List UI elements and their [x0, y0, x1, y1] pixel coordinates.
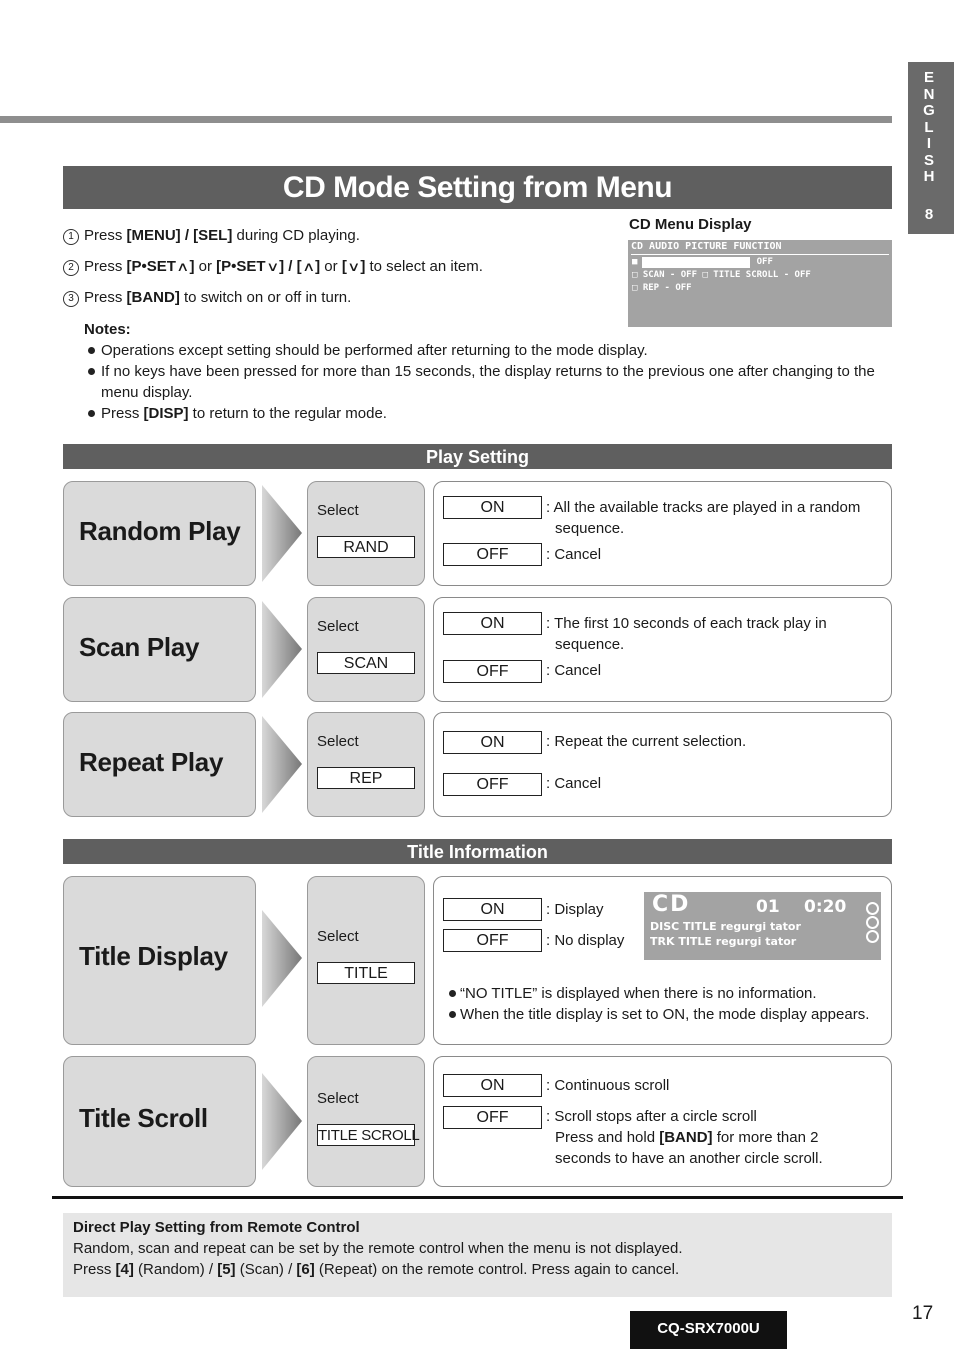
random-select-box	[307, 481, 425, 586]
screen-mode-text: CD	[652, 892, 691, 917]
off-option: OFF	[443, 543, 542, 566]
title-scroll-select-box	[307, 1056, 425, 1187]
repeat-play-box	[63, 712, 256, 817]
title-display-off-text: : No display	[546, 932, 625, 949]
screen-indicator-icon	[866, 902, 879, 915]
repeat-select-value: REP	[317, 767, 415, 789]
cd-menu-screen	[628, 240, 892, 327]
title-display-box	[63, 876, 256, 1045]
bullet-line	[447, 1004, 887, 1025]
off-option: OFF	[443, 773, 542, 796]
direct-text: (Random) /	[133, 1261, 218, 1278]
title-display-bullets	[447, 983, 887, 1025]
select-label: Select	[317, 928, 359, 945]
direct-key: [5]	[217, 1261, 236, 1278]
random-play-box	[63, 481, 256, 586]
up-chevron-icon: ∧	[301, 259, 316, 274]
screen-indicator-icon	[866, 916, 879, 929]
step-text: or	[194, 258, 217, 275]
scan-select-value: SCAN	[317, 652, 415, 674]
step-key: ]	[315, 258, 321, 275]
step-key: [	[341, 258, 347, 275]
direct-play-line-1: Random, scan and repeat can be set by the remote control when the menu is not displayed.	[73, 1240, 683, 1257]
page-number: 17	[912, 1303, 934, 1324]
desc-line: : The first 10 seconds of each track play in	[546, 615, 827, 632]
note-text-part: Press	[101, 405, 144, 422]
random-description	[433, 481, 892, 586]
notes-heading: Notes:	[84, 321, 131, 338]
bullet-icon	[88, 347, 95, 354]
repeat-on-text: : Repeat the current selection.	[546, 733, 747, 750]
on-option: ON	[443, 1074, 542, 1097]
title-scroll-box	[63, 1056, 256, 1187]
select-label: Select	[317, 1090, 359, 1107]
title-scroll-on-text: : Continuous scroll	[546, 1077, 670, 1094]
step-key: ]	[360, 258, 366, 275]
down-chevron-icon: ∨	[346, 259, 361, 274]
scan-description	[433, 597, 892, 702]
step-text: Press	[84, 289, 127, 306]
step-text: to switch on or off in turn.	[179, 289, 352, 306]
step-key: [BAND]	[126, 289, 180, 306]
step-key: [P•SET	[216, 258, 266, 275]
section-title-information: Title Information	[63, 839, 892, 864]
title-display-screen	[644, 892, 881, 960]
on-option: ON	[443, 731, 542, 754]
title-display-on-text: : Display	[546, 901, 604, 918]
step-key: [P•SET	[126, 258, 176, 275]
repeat-play-label: Repeat Play	[79, 747, 224, 777]
cd-menu-row-1: ■ RAND - OFF □ TITLE - OFF	[632, 257, 773, 267]
arrow-right-icon	[262, 601, 302, 698]
bullet-icon	[88, 410, 95, 417]
step-text: to select an item.	[365, 258, 483, 275]
step-key: [MENU] / [SEL]	[126, 227, 233, 244]
title-scroll-description	[433, 1056, 892, 1187]
arrow-right-icon	[262, 716, 302, 813]
screen-disc-title: DISC TITLE regurgi tator	[650, 920, 801, 933]
title-display-label: Title Display	[79, 941, 228, 971]
up-chevron-icon: ∧	[176, 259, 190, 274]
repeat-off-text: : Cancel	[546, 775, 602, 792]
direct-text: Press	[73, 1261, 116, 1278]
random-play-label: Random Play	[79, 516, 241, 546]
desc-line: : Scroll stops after a circle scroll	[546, 1108, 757, 1125]
title-display-select-value: TITLE	[317, 962, 415, 984]
note-2	[88, 361, 888, 403]
bullet-line	[447, 983, 887, 1004]
screen-time: 0:20	[804, 897, 847, 917]
note-1	[88, 340, 888, 361]
step-1	[63, 227, 360, 245]
arrow-right-icon	[262, 1073, 302, 1170]
direct-text: (Repeat) on the remote control. Press again to cancel.	[314, 1261, 680, 1278]
off-option: OFF	[443, 660, 542, 683]
note-text: If no keys have been pressed for more than 15 seconds, the display returns to the previous one after changing to the menu display.	[101, 363, 875, 401]
random-select-value: RAND	[317, 536, 415, 558]
repeat-select-box	[307, 712, 425, 817]
language-tab-letters: E N G L I S H	[923, 69, 935, 185]
cd-menu-label: CD Menu Display	[629, 216, 752, 233]
desc-key: [BAND]	[659, 1129, 713, 1146]
arrow-right-icon	[262, 485, 302, 582]
step-key: ]	[189, 258, 195, 275]
cd-menu-row-2: □ SCAN - OFF □ TITLE SCROLL - OFF	[632, 270, 811, 280]
page-title: CD Mode Setting from Menu	[63, 166, 892, 209]
off-option: OFF	[443, 929, 542, 952]
language-tab-page: 8	[924, 206, 934, 223]
scan-play-box	[63, 597, 256, 702]
scan-off-text: : Cancel	[546, 662, 602, 679]
desc-text: for more than 2	[712, 1129, 819, 1146]
bullet-text: “NO TITLE” is displayed when there is no information.	[460, 985, 817, 1002]
note-3	[88, 403, 888, 424]
note-text	[101, 403, 888, 424]
direct-play-box	[63, 1213, 892, 1297]
scan-on-text	[546, 613, 882, 655]
bullet-icon	[88, 368, 95, 375]
direct-key: [4]	[115, 1261, 134, 1278]
screen-track-title: TRK TITLE regurgi tator	[650, 935, 797, 948]
note-key: [DISP]	[143, 405, 189, 422]
step-text: during CD playing.	[232, 227, 360, 244]
direct-text: (Scan) /	[235, 1261, 297, 1278]
desc-line: seconds to have an another circle scroll.	[555, 1150, 823, 1167]
desc-line: : All the available tracks are played in a random	[546, 499, 861, 516]
scan-select-box	[307, 597, 425, 702]
desc-text: Press and hold	[555, 1129, 660, 1146]
note-text: Operations except setting should be performed after returning to the mode display.	[101, 342, 648, 359]
off-option: OFF	[443, 1106, 542, 1129]
on-option: ON	[443, 898, 542, 921]
step-number: 3	[63, 291, 79, 307]
select-label: Select	[317, 733, 359, 750]
desc-line: sequence.	[555, 520, 625, 537]
on-option: ON	[443, 496, 542, 519]
screen-track-number: 01	[756, 897, 780, 917]
title-scroll-off-text	[546, 1106, 882, 1169]
cd-menu-divider	[631, 254, 889, 255]
model-label: CQ-SRX7000U	[630, 1311, 787, 1349]
cd-menu-row-3: □ REP - OFF	[632, 283, 692, 293]
title-scroll-select-value: TITLE SCROLL	[317, 1124, 415, 1146]
bullet-icon	[449, 1011, 456, 1018]
direct-key: [6]	[296, 1261, 315, 1278]
section-play-setting: Play Setting	[63, 444, 892, 469]
arrow-right-icon	[262, 910, 302, 1007]
screen-indicator-icon	[866, 930, 879, 943]
cd-menu-tabs: CD AUDIO PICTURE FUNCTION	[631, 241, 782, 252]
note-text-part: to return to the regular mode.	[188, 405, 387, 422]
direct-play-heading: Direct Play Setting from Remote Control	[73, 1219, 360, 1236]
random-on-text	[546, 497, 882, 539]
random-off-text: : Cancel	[546, 546, 602, 563]
top-rule	[0, 116, 892, 123]
select-label: Select	[317, 502, 359, 519]
direct-play-line-2	[73, 1261, 679, 1278]
bullet-text: When the title display is set to ON, the mode display appears.	[460, 1006, 870, 1023]
repeat-description	[433, 712, 892, 817]
select-label: Select	[317, 618, 359, 635]
step-2	[63, 258, 483, 276]
step-number: 2	[63, 260, 79, 276]
step-text: Press	[84, 258, 127, 275]
step-text: or	[320, 258, 342, 275]
scan-play-label: Scan Play	[79, 632, 200, 662]
on-option: ON	[443, 612, 542, 635]
down-chevron-icon: ∨	[265, 259, 280, 274]
title-scroll-label: Title Scroll	[79, 1103, 208, 1133]
bullet-icon	[449, 990, 456, 997]
title-display-select-box	[307, 876, 425, 1045]
desc-line	[546, 1127, 882, 1148]
bottom-rule	[52, 1196, 903, 1199]
step-key: ] / [	[279, 258, 302, 275]
step-text: Press	[84, 227, 127, 244]
desc-line: sequence.	[555, 636, 625, 653]
step-number: 1	[63, 229, 79, 245]
step-3	[63, 289, 351, 307]
language-tab	[908, 62, 954, 234]
